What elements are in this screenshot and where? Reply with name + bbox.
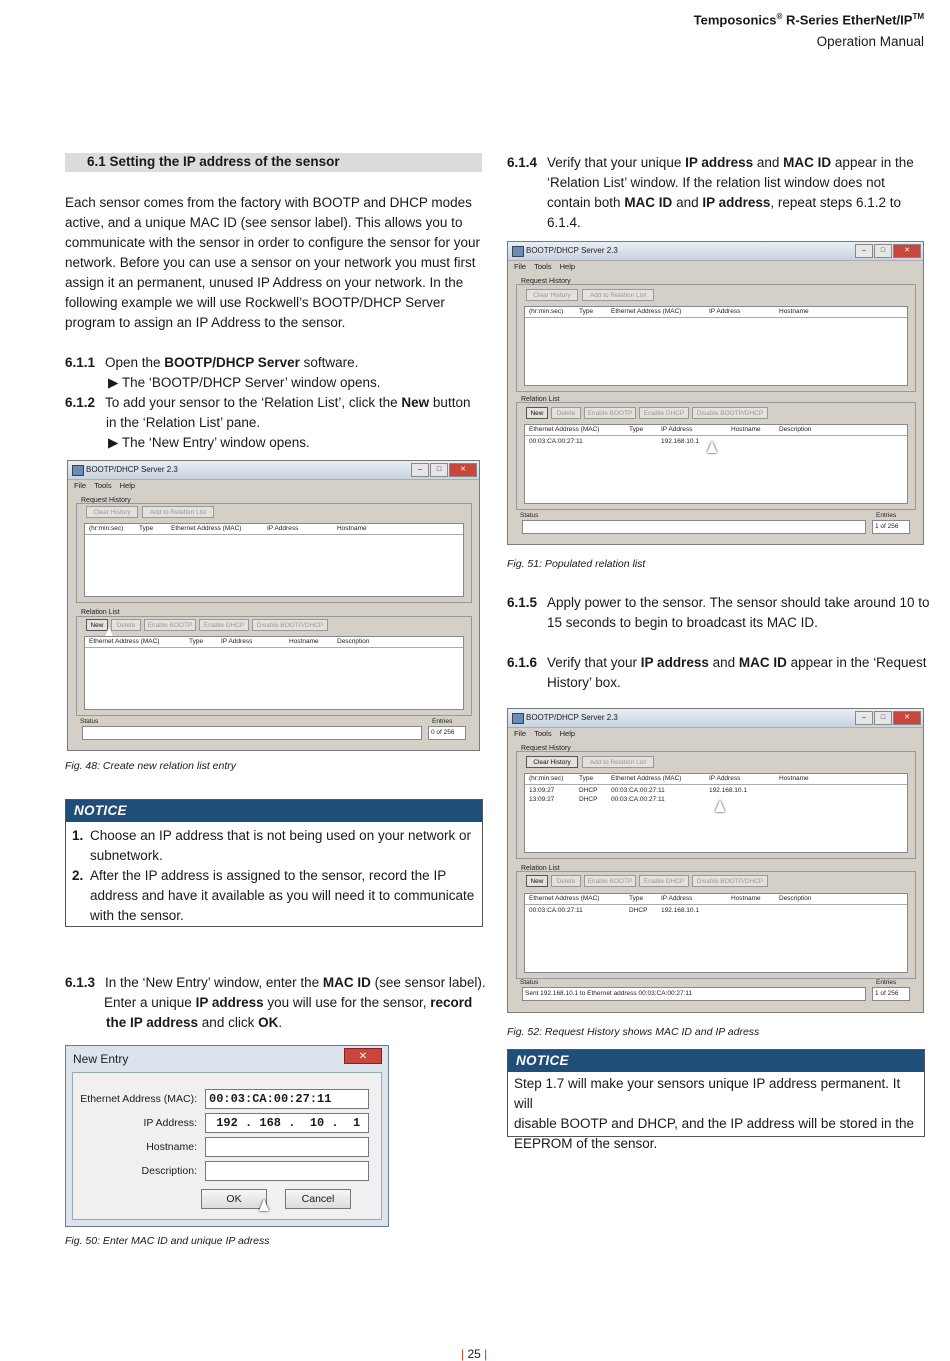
step-text: .: [278, 1015, 283, 1030]
cell-time: 13:09:27: [529, 787, 555, 794]
step-text: and click: [198, 1015, 259, 1030]
col-hostname: Hostname: [289, 638, 319, 645]
description-label: Description:: [141, 1165, 197, 1177]
new-button[interactable]: New: [526, 875, 548, 887]
request-history-label: Request History: [521, 278, 571, 285]
status-box: [522, 520, 866, 534]
fig51-caption: Fig. 51: Populated relation list: [507, 558, 646, 570]
mac-label: Ethernet Address (MAC):: [80, 1093, 197, 1105]
page-number-value: 25: [467, 1347, 481, 1361]
menu-file[interactable]: File: [514, 262, 527, 271]
step-text: and: [672, 195, 703, 210]
relation-list-label: Relation List: [81, 609, 120, 616]
minimize-icon[interactable]: –: [411, 463, 429, 477]
col-mac: Ethernet Address (MAC): [89, 638, 160, 645]
status-label: Status: [80, 718, 99, 725]
menu-tools[interactable]: Tools: [534, 729, 552, 738]
page-separator: |: [461, 1347, 465, 1361]
delete-button[interactable]: Delete: [551, 407, 581, 419]
relation-list-label: Relation List: [521, 865, 560, 872]
enable-dhcp-button[interactable]: Enable DHCP: [639, 875, 689, 887]
step-text: appear in the: [831, 155, 914, 170]
step-6-1-3-line2: [104, 993, 504, 1013]
item-line: Choose an IP address that is not being used on your network or: [90, 828, 471, 843]
menu-help[interactable]: Help: [559, 729, 576, 738]
col-time: (hr:min:sec): [89, 525, 124, 532]
col-hostname: Hostname: [779, 775, 809, 782]
ip-input[interactable]: 192 . 168 . 10 . 1: [205, 1113, 369, 1133]
minimize-icon[interactable]: –: [855, 711, 873, 725]
menu-file[interactable]: File: [74, 481, 87, 490]
app-icon: [72, 465, 84, 476]
col-description: Description: [779, 895, 812, 902]
close-icon[interactable]: ✕: [893, 244, 921, 258]
step-number: 6.1.4: [507, 155, 538, 170]
fig50-caption: Fig. 50: Enter MAC ID and unique IP adress: [65, 1235, 270, 1247]
clear-history-button[interactable]: Clear History: [526, 756, 578, 768]
item-number: 1.: [72, 828, 84, 843]
col-mac: Ethernet Address (MAC): [611, 308, 682, 315]
step-bold: OK: [258, 1015, 279, 1030]
relation-list[interactable]: [84, 636, 464, 710]
request-history-list[interactable]: [524, 773, 908, 853]
menu-tools[interactable]: Tools: [534, 262, 552, 271]
notice-line: disable BOOTP and DHCP, and the IP address will be stored in the: [514, 1116, 914, 1131]
page-number: [461, 1347, 487, 1361]
step-text: button: [429, 395, 471, 410]
col-ip: IP Address: [221, 638, 253, 645]
col-mac: Ethernet Address (MAC): [529, 895, 600, 902]
col-hostname: Hostname: [779, 308, 809, 315]
window-title: BOOTP/DHCP Server 2.3: [526, 246, 618, 255]
new-button[interactable]: New: [86, 619, 108, 631]
fig52-bootp-window: [507, 708, 924, 1013]
step-text: , repeat steps 6.1.2 to: [770, 195, 901, 210]
mac-input[interactable]: 00:03:CA:00:27:11: [205, 1089, 369, 1109]
col-ip: IP Address: [661, 895, 693, 902]
table-row[interactable]: [525, 906, 907, 915]
disable-bootp-dhcp-button[interactable]: Disable BOOTP/DHCP: [252, 619, 328, 631]
mouse-cursor-icon: [707, 441, 717, 453]
app-icon: [512, 713, 524, 724]
step-6-1-6: [507, 653, 937, 673]
step-text: and: [753, 155, 784, 170]
step-6-1-6-line2: History’ box.: [547, 675, 621, 690]
step-bold: MAC ID: [624, 195, 673, 210]
enable-bootp-button[interactable]: Enable BOOTP: [584, 407, 636, 419]
col-ip: IP Address: [267, 525, 299, 532]
enable-bootp-button[interactable]: Enable BOOTP: [584, 875, 636, 887]
fig48-bootp-window: [67, 460, 480, 751]
step-number: 6.1.6: [507, 655, 538, 670]
cell-ip: 192.168.10.1: [709, 787, 747, 794]
col-description: Description: [779, 426, 812, 433]
step-text: and: [708, 655, 739, 670]
step-number: 6.1.5: [507, 595, 538, 610]
notice-line: EEPROM of the sensor.: [514, 1136, 658, 1151]
notice-box-1: [65, 799, 483, 927]
add-to-relation-list-button[interactable]: Add to Relation List: [582, 289, 654, 301]
enable-dhcp-button[interactable]: Enable DHCP: [639, 407, 689, 419]
table-row[interactable]: [525, 786, 907, 795]
window-title: BOOTP/DHCP Server 2.3: [526, 713, 618, 722]
enable-dhcp-button[interactable]: Enable DHCP: [199, 619, 249, 631]
request-history-label: Request History: [521, 745, 571, 752]
clear-history-button[interactable]: Clear History: [526, 289, 578, 301]
status-box: [82, 726, 422, 740]
step-bold: MAC ID: [783, 155, 832, 170]
new-button[interactable]: New: [526, 407, 548, 419]
step-bold: IP address: [640, 655, 709, 670]
entries-count: 1 of 256: [872, 987, 910, 1001]
col-ip: IP Address: [661, 426, 693, 433]
hostname-label: Hostname:: [146, 1141, 197, 1153]
menu-file[interactable]: File: [514, 729, 527, 738]
cell-mac: 00:03:CA:00:27:11: [529, 438, 583, 445]
col-hostname: Hostname: [731, 426, 761, 433]
step-6-1-1: [65, 353, 485, 373]
col-ip: IP Address: [709, 308, 741, 315]
cell-ip: 192.168.10.1: [661, 907, 699, 914]
step-bold: MAC ID: [322, 975, 371, 990]
relation-list[interactable]: [524, 893, 908, 973]
step-bold: MAC ID: [738, 655, 787, 670]
entries-label: Entries: [432, 718, 453, 725]
step-bold: New: [401, 395, 430, 410]
step-bold: record: [430, 995, 473, 1010]
menu-help[interactable]: Help: [119, 481, 136, 490]
ip-label: IP Address:: [143, 1117, 197, 1129]
notice-heading: NOTICE: [508, 1050, 924, 1072]
new-entry-dialog: [65, 1045, 389, 1227]
delete-button[interactable]: Delete: [111, 619, 141, 631]
step-bold: the IP address: [106, 1015, 199, 1030]
step-text: Open the: [105, 355, 165, 370]
step-text: Apply power to the sensor. The sensor should take around 10 to: [547, 595, 930, 610]
step-6-1-3-line3: [106, 1013, 506, 1033]
col-time: (hr:min:sec): [529, 775, 564, 782]
item-line: address and have it available as you will need it to communicate: [90, 888, 475, 903]
step-bold: IP address: [195, 995, 264, 1010]
cancel-button[interactable]: Cancel: [285, 1189, 351, 1209]
maximize-icon[interactable]: □: [874, 711, 892, 725]
maximize-icon[interactable]: □: [430, 463, 448, 477]
step-6-1-2-line2: in the ‘Relation List’ pane.: [106, 415, 261, 430]
col-mac: Ethernet Address (MAC): [171, 525, 242, 532]
step-bold: BOOTP/DHCP Server: [164, 355, 300, 370]
menu-tools[interactable]: Tools: [94, 481, 112, 490]
col-type: Type: [579, 308, 594, 315]
title-bar: [68, 461, 479, 480]
step-bold: IP address: [685, 155, 754, 170]
trademark-mark: TM: [912, 12, 924, 21]
notice-box-2: [507, 1049, 925, 1151]
fig48-caption: Fig. 48: Create new relation list entry: [65, 760, 236, 772]
cell-mac: 00:03:CA:00:27:11: [611, 787, 665, 794]
step-text: Verify that your unique: [547, 155, 686, 170]
section-heading: [65, 153, 482, 172]
step-text: In the ‘New Entry’ window, enter the: [105, 975, 323, 990]
col-ip: IP Address: [709, 775, 741, 782]
col-mac: Ethernet Address (MAC): [529, 426, 600, 433]
registered-mark: ®: [776, 12, 783, 21]
notice-line: Step 1.7 will make your sensors unique IP address permanent. It will: [514, 1076, 901, 1111]
mouse-cursor-icon: [715, 800, 725, 812]
step-6-1-5-line2: 15 seconds to begin to broadcast its MAC ID.: [547, 615, 818, 630]
step-text: you will use for the sensor,: [263, 995, 431, 1010]
cell-type: DHCP: [579, 796, 598, 803]
mouse-cursor-icon: [259, 1199, 269, 1211]
dialog-body: [72, 1072, 382, 1220]
cell-type: DHCP: [629, 907, 648, 914]
step-bold: IP address: [702, 195, 771, 210]
document-header-title: [694, 12, 924, 27]
step-text: contain both: [547, 195, 625, 210]
close-icon[interactable]: ✕: [893, 711, 921, 725]
step-number: 6.1.1: [65, 355, 96, 370]
page-separator: |: [484, 1347, 488, 1361]
notice-heading: NOTICE: [66, 800, 482, 822]
notice-item-1: [72, 826, 476, 866]
disable-bootp-dhcp-button[interactable]: Disable BOOTP/DHCP: [692, 875, 768, 887]
close-icon[interactable]: ✕: [344, 1048, 382, 1064]
relation-list-label: Relation List: [521, 396, 560, 403]
disable-bootp-dhcp-button[interactable]: Disable BOOTP/DHCP: [692, 407, 768, 419]
col-type: Type: [139, 525, 154, 532]
col-type: Type: [629, 426, 644, 433]
entries-label: Entries: [876, 512, 897, 519]
hostname-input[interactable]: [205, 1137, 369, 1157]
maximize-icon[interactable]: □: [874, 244, 892, 258]
step-text: To add your sensor to the ‘Relation List’, click the: [105, 395, 402, 410]
menu-help[interactable]: Help: [559, 262, 576, 271]
step-6-1-3: [65, 973, 495, 993]
request-history-list[interactable]: [524, 306, 908, 386]
col-mac: Ethernet Address (MAC): [611, 775, 682, 782]
step-number: 6.1.2: [65, 395, 96, 410]
title-bar: [508, 242, 923, 261]
step-6-1-4-line4: 6.1.4.: [547, 215, 581, 230]
item-number: 2.: [72, 868, 84, 883]
brand-name: Temposonics: [693, 12, 777, 28]
step-6-1-2-result: ▶ The ‘New Entry’ window opens.: [108, 435, 310, 450]
request-history-label: Request History: [81, 497, 131, 504]
notice-item-2: [72, 866, 476, 926]
col-hostname: Hostname: [731, 895, 761, 902]
entries-label: Entries: [876, 979, 897, 986]
document-subtitle: Operation Manual: [816, 34, 924, 49]
request-history-list[interactable]: [84, 523, 464, 597]
step-6-1-5: [507, 593, 937, 613]
step-6-1-2: [65, 393, 495, 413]
window-title: BOOTP/DHCP Server 2.3: [86, 465, 178, 474]
step-text: software.: [299, 355, 359, 370]
col-time: (hr:min:sec): [529, 308, 564, 315]
delete-button[interactable]: Delete: [551, 875, 581, 887]
step-6-1-4-line2: ‘Relation List’ window. If the relation list window does not: [547, 175, 885, 190]
step-number: 6.1.3: [65, 975, 96, 990]
add-to-relation-list-button[interactable]: Add to Relation List: [582, 756, 654, 768]
cell-mac: 00:03:CA:00:27:11: [611, 796, 665, 803]
add-to-relation-list-button[interactable]: Add to Relation List: [142, 506, 214, 518]
status-box: Sent 192.168.10.1 to Ethernet address 00:03:CA:00:27:11: [522, 987, 866, 1001]
step-6-1-4-line3: [547, 193, 937, 213]
step-text: Enter a unique: [104, 995, 196, 1010]
cell-time: 13:09:27: [529, 796, 555, 803]
description-input[interactable]: [205, 1161, 369, 1181]
fig51-bootp-window: [507, 241, 924, 545]
entries-count: 1 of 256: [872, 520, 910, 534]
step-6-1-4: [507, 153, 927, 173]
step-text: Verify that your: [547, 655, 641, 670]
ok-button[interactable]: OK: [201, 1189, 267, 1209]
cell-type: DHCP: [579, 787, 598, 794]
item-line: After the IP address is assigned to the sensor, record the IP: [90, 868, 447, 883]
close-icon[interactable]: ✕: [449, 463, 477, 477]
cell-mac: 00:03:CA:00:27:11: [529, 907, 583, 914]
title-bar: [508, 709, 923, 728]
app-icon: [512, 246, 524, 257]
clear-history-button[interactable]: Clear History: [86, 506, 138, 518]
col-hostname: Hostname: [337, 525, 367, 532]
relation-list[interactable]: [524, 424, 908, 504]
step-6-1-1-result: ▶ The ‘BOOTP/DHCP Server’ window opens.: [108, 375, 381, 390]
step-text: appear in the ‘Request: [786, 655, 927, 670]
cell-ip: 192.168.10.1: [661, 438, 699, 445]
step-text: (see sensor label).: [370, 975, 486, 990]
item-line: with the sensor.: [90, 908, 184, 923]
minimize-icon[interactable]: –: [855, 244, 873, 258]
status-label: Status: [520, 512, 539, 519]
col-description: Description: [337, 638, 370, 645]
section-title: 6.1 Setting the IP address of the sensor: [87, 154, 340, 169]
product-name: R-Series EtherNet/IP: [782, 12, 913, 28]
item-line: subnetwork.: [90, 848, 163, 863]
fig52-caption: Fig. 52: Request History shows MAC ID and IP adress: [507, 1026, 760, 1038]
col-type: Type: [629, 895, 644, 902]
enable-bootp-button[interactable]: Enable BOOTP: [144, 619, 196, 631]
dialog-title: New Entry: [73, 1052, 129, 1066]
intro-paragraph: Each sensor comes from the factory with BOOTP and DHCP modes active, and a unique MAC ID (see sensor label). This allows you to communicate with the sensor in order to configure the sensor for your network. Before you can use a sensor on your network you must first assign it an permanent, unused IP Address on your network. In the following example we will use Rockwell’s BOOTP/DHCP Server program to assign an IP Address to the sensor.: [65, 195, 480, 330]
entries-count: 0 of 256: [428, 726, 466, 740]
col-type: Type: [579, 775, 594, 782]
col-type: Type: [189, 638, 204, 645]
status-label: Status: [520, 979, 539, 986]
